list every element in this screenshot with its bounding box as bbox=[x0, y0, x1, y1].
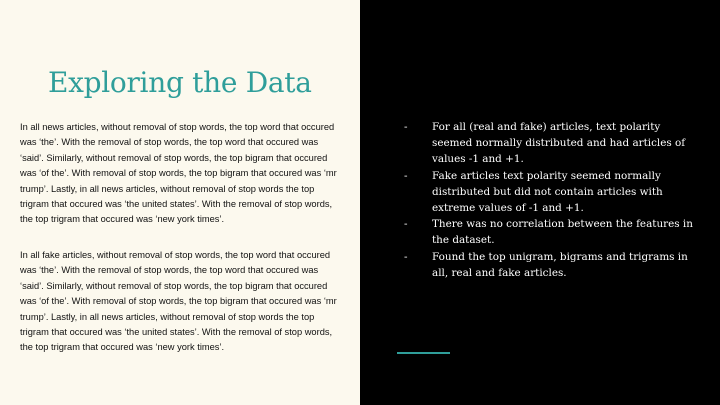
bullet-text: For all (real and fake) articles, text polarity seemed normally distributed and had articles of values -1 and +1. bbox=[432, 121, 686, 166]
list-item bbox=[404, 168, 696, 217]
bullet-dash: - bbox=[404, 169, 408, 182]
bullet-text: Fake articles text polarity seemed normally distributed but did not contain articles with extreme values of -1 and +1. bbox=[432, 169, 663, 215]
bullet-text: Found the top unigram, bigrams and trigrams in all, real and fake articles. bbox=[432, 250, 688, 279]
findings-list bbox=[404, 119, 696, 281]
bullet-text: There was no correlation between the features in the dataset. bbox=[432, 218, 693, 247]
slide-title: Exploring the Data bbox=[48, 66, 312, 99]
bullet-dash: - bbox=[404, 218, 408, 231]
list-item bbox=[404, 119, 696, 168]
bullet-dash: - bbox=[404, 121, 408, 133]
paragraph-all-news: In all news articles, without removal of stop words, the top word that occured was ‘the’. With the removal of stop words, the top word that occured was ‘said’. Similarly, without removal of stop words, the top bigram that occured was ‘of the’. With removal of stop words, the top bigram that occured was ‘mr trump’. Lastly, in all news articles, without removal of stop words the top trigram that occured was ‘the united states’. With the removal of stop words, the top trigram that occured was ‘new york times’. bbox=[20, 122, 337, 225]
list-item bbox=[404, 249, 696, 281]
accent-divider bbox=[397, 352, 450, 354]
list-item bbox=[404, 216, 696, 248]
bullet-dash: - bbox=[404, 250, 408, 263]
paragraph-fake-news: In all fake articles, without removal of stop words, the top word that occured was ‘the’. With the removal of stop words, the top word that occured was ‘said’. Similarly, without removal of stop words, the top bigram that occured was ‘of the’. With removal of stop words, the top bigram that occured was ‘mr trump’. Lastly, in all news articles, without removal of stop words the top trigram that occured was ‘the united states’. With the removal of stop words, the top trigram that occured was ‘new york times’. bbox=[20, 250, 337, 353]
